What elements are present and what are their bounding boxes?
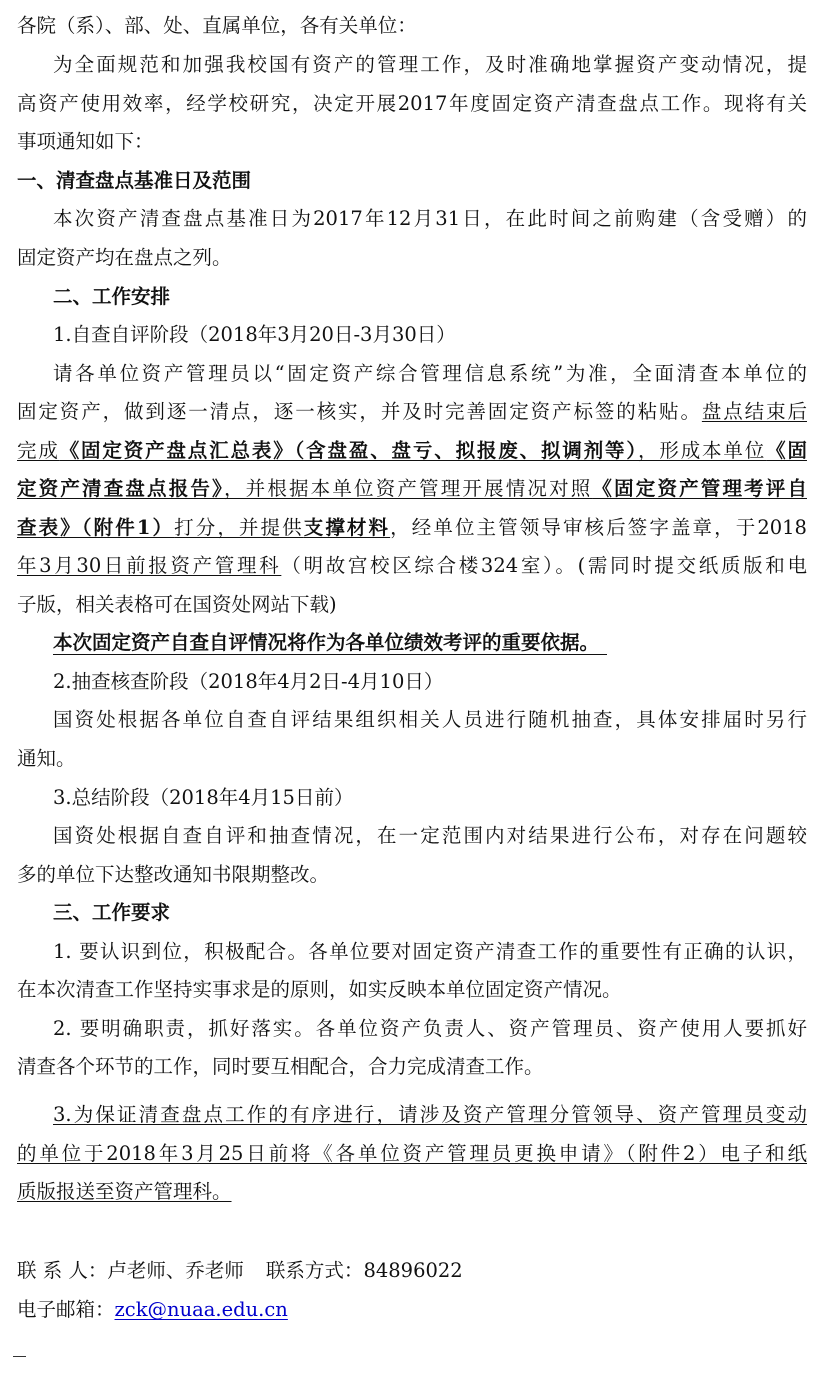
report-title: 《固 (766, 439, 807, 462)
paragraph-line (17, 516, 807, 540)
emphasis-line (53, 631, 823, 655)
section-heading: 一、清查盘点基准日及范围 (17, 169, 252, 192)
stage-title: 1.自查自评阶段（2018年3月20日-3月30日） (53, 323, 456, 346)
paragraph-line: 的单位于2018年3月25日前将《各单位资产管理员更换申请》（附件2）电子和纸 (17, 1142, 807, 1165)
paragraph-line: 国资处根据自查自评和抽查情况，在一定范围内对结果进行公布，对存在问题较 (53, 824, 807, 847)
section-heading: 二、工作安排 (53, 285, 171, 308)
paragraph-line: 多的单位下达整改通知书限期整改。 (17, 863, 330, 886)
deadline-text: 年3月30日前报资产管理科 (17, 554, 282, 577)
text-run: 盘点结束后 (701, 400, 807, 423)
intro-line: 为全面规范和加强我校国有资产的管理工作，及时准确地掌握资产变动情况，提 (53, 53, 807, 76)
paragraph-line: 质版报送至资产管理科。 (17, 1180, 232, 1203)
paragraph-line: 固定资产均在盘点之列。 (17, 246, 232, 269)
paragraph-line: 2. 要明确职责，抓好落实。各单位资产负责人、资产管理员、资产使用人要抓好 (53, 1017, 807, 1040)
contact-person-value: 卢老师、乔老师 (107, 1259, 244, 1282)
paragraph-line: 子版，相关表格可在国资处网站下载) (17, 593, 337, 616)
email-line (17, 1298, 807, 1322)
intro-line: 高资产使用效率，经学校研究，决定开展2017年度固定资产清查盘点工作。现将有关 (17, 92, 807, 115)
paragraph-line: 国资处根据各单位自查自评结果组织相关人员进行随机抽查，具体安排届时另行 (53, 708, 807, 731)
paragraph-line (17, 400, 807, 424)
stage-title: 2.抽查核查阶段（2018年4月2日-4月10日） (53, 670, 444, 693)
paragraph-line: 3.为保证清查盘点工作的有序进行，请涉及资产管理分管领导、资产管理员变动 (53, 1103, 807, 1126)
form-title: 《固定资产盘点汇总表》（含盘盈、盘亏、拟报废、拟调剂等） (59, 439, 638, 462)
text-run: 支撑材料 (303, 516, 391, 539)
contact-person-label: 联 系 人： (17, 1259, 108, 1282)
text-run: 固定资产，做到逐一清点，逐一核实，并及时完善固定资产标签的粘贴。 (17, 400, 702, 423)
intro-line: 事项通知如下： (17, 130, 154, 153)
section-heading: 三、工作要求 (53, 901, 171, 924)
end-mark (13, 1356, 26, 1357)
attachment-title: 查表》（附件1） (17, 516, 175, 539)
stage-title: 3.总结阶段（2018年4月15日前） (53, 786, 354, 809)
contact-phone-value: 84896022 (363, 1259, 463, 1282)
contact-phone-label: 联系方式： (265, 1259, 364, 1282)
paragraph-line (17, 554, 807, 578)
emphasis-text: 本次固定资产自查自评情况将作为各单位绩效考评的重要依据。 (53, 631, 607, 655)
paragraph-line: 在本次清查工作坚持实事求是的原则，如实反映本单位固定资产情况。 (17, 978, 622, 1001)
text-run: ，形成本单位 (638, 439, 767, 462)
paragraph-line: 通知。 (17, 747, 76, 770)
paragraph-line (17, 439, 807, 463)
form-title: 《固定资产管理考评自 (592, 477, 807, 500)
text-run: ，经单位主管领导审核后签字盖章，于2018 (390, 516, 807, 539)
text-run: （明故宫校区综合楼324室）。(需同时提交纸质版和电 (281, 554, 807, 577)
text-run: ，并根据本单位资产管理开展情况对照 (223, 477, 593, 500)
salutation: 各院（系）、部、处、直属单位，各有关单位： (17, 14, 417, 37)
paragraph-line: 清查各个环节的工作，同时要互相配合，合力完成清查工作。 (17, 1055, 544, 1078)
text-run: 完成 (17, 439, 60, 462)
paragraph-line: 本次资产清查盘点基准日为2017年12月31日，在此时间之前购建（含受赠）的 (53, 207, 807, 230)
paragraph-line: 1. 要认识到位，积极配合。各单位要对固定资产清查工作的重要性有正确的认识， (53, 940, 807, 963)
paragraph-line (17, 477, 807, 501)
report-title: 定资产清查盘点报告》 (17, 477, 224, 500)
contact-line (17, 1259, 807, 1283)
text-run: 打分，并提供 (174, 516, 304, 539)
email-link[interactable]: zck@nuaa.edu.cn (114, 1298, 288, 1321)
paragraph-line: 请各单位资产管理员以“固定资产综合管理信息系统”为准，全面清查本单位的 (53, 362, 807, 385)
email-label: 电子邮箱： (17, 1298, 115, 1321)
